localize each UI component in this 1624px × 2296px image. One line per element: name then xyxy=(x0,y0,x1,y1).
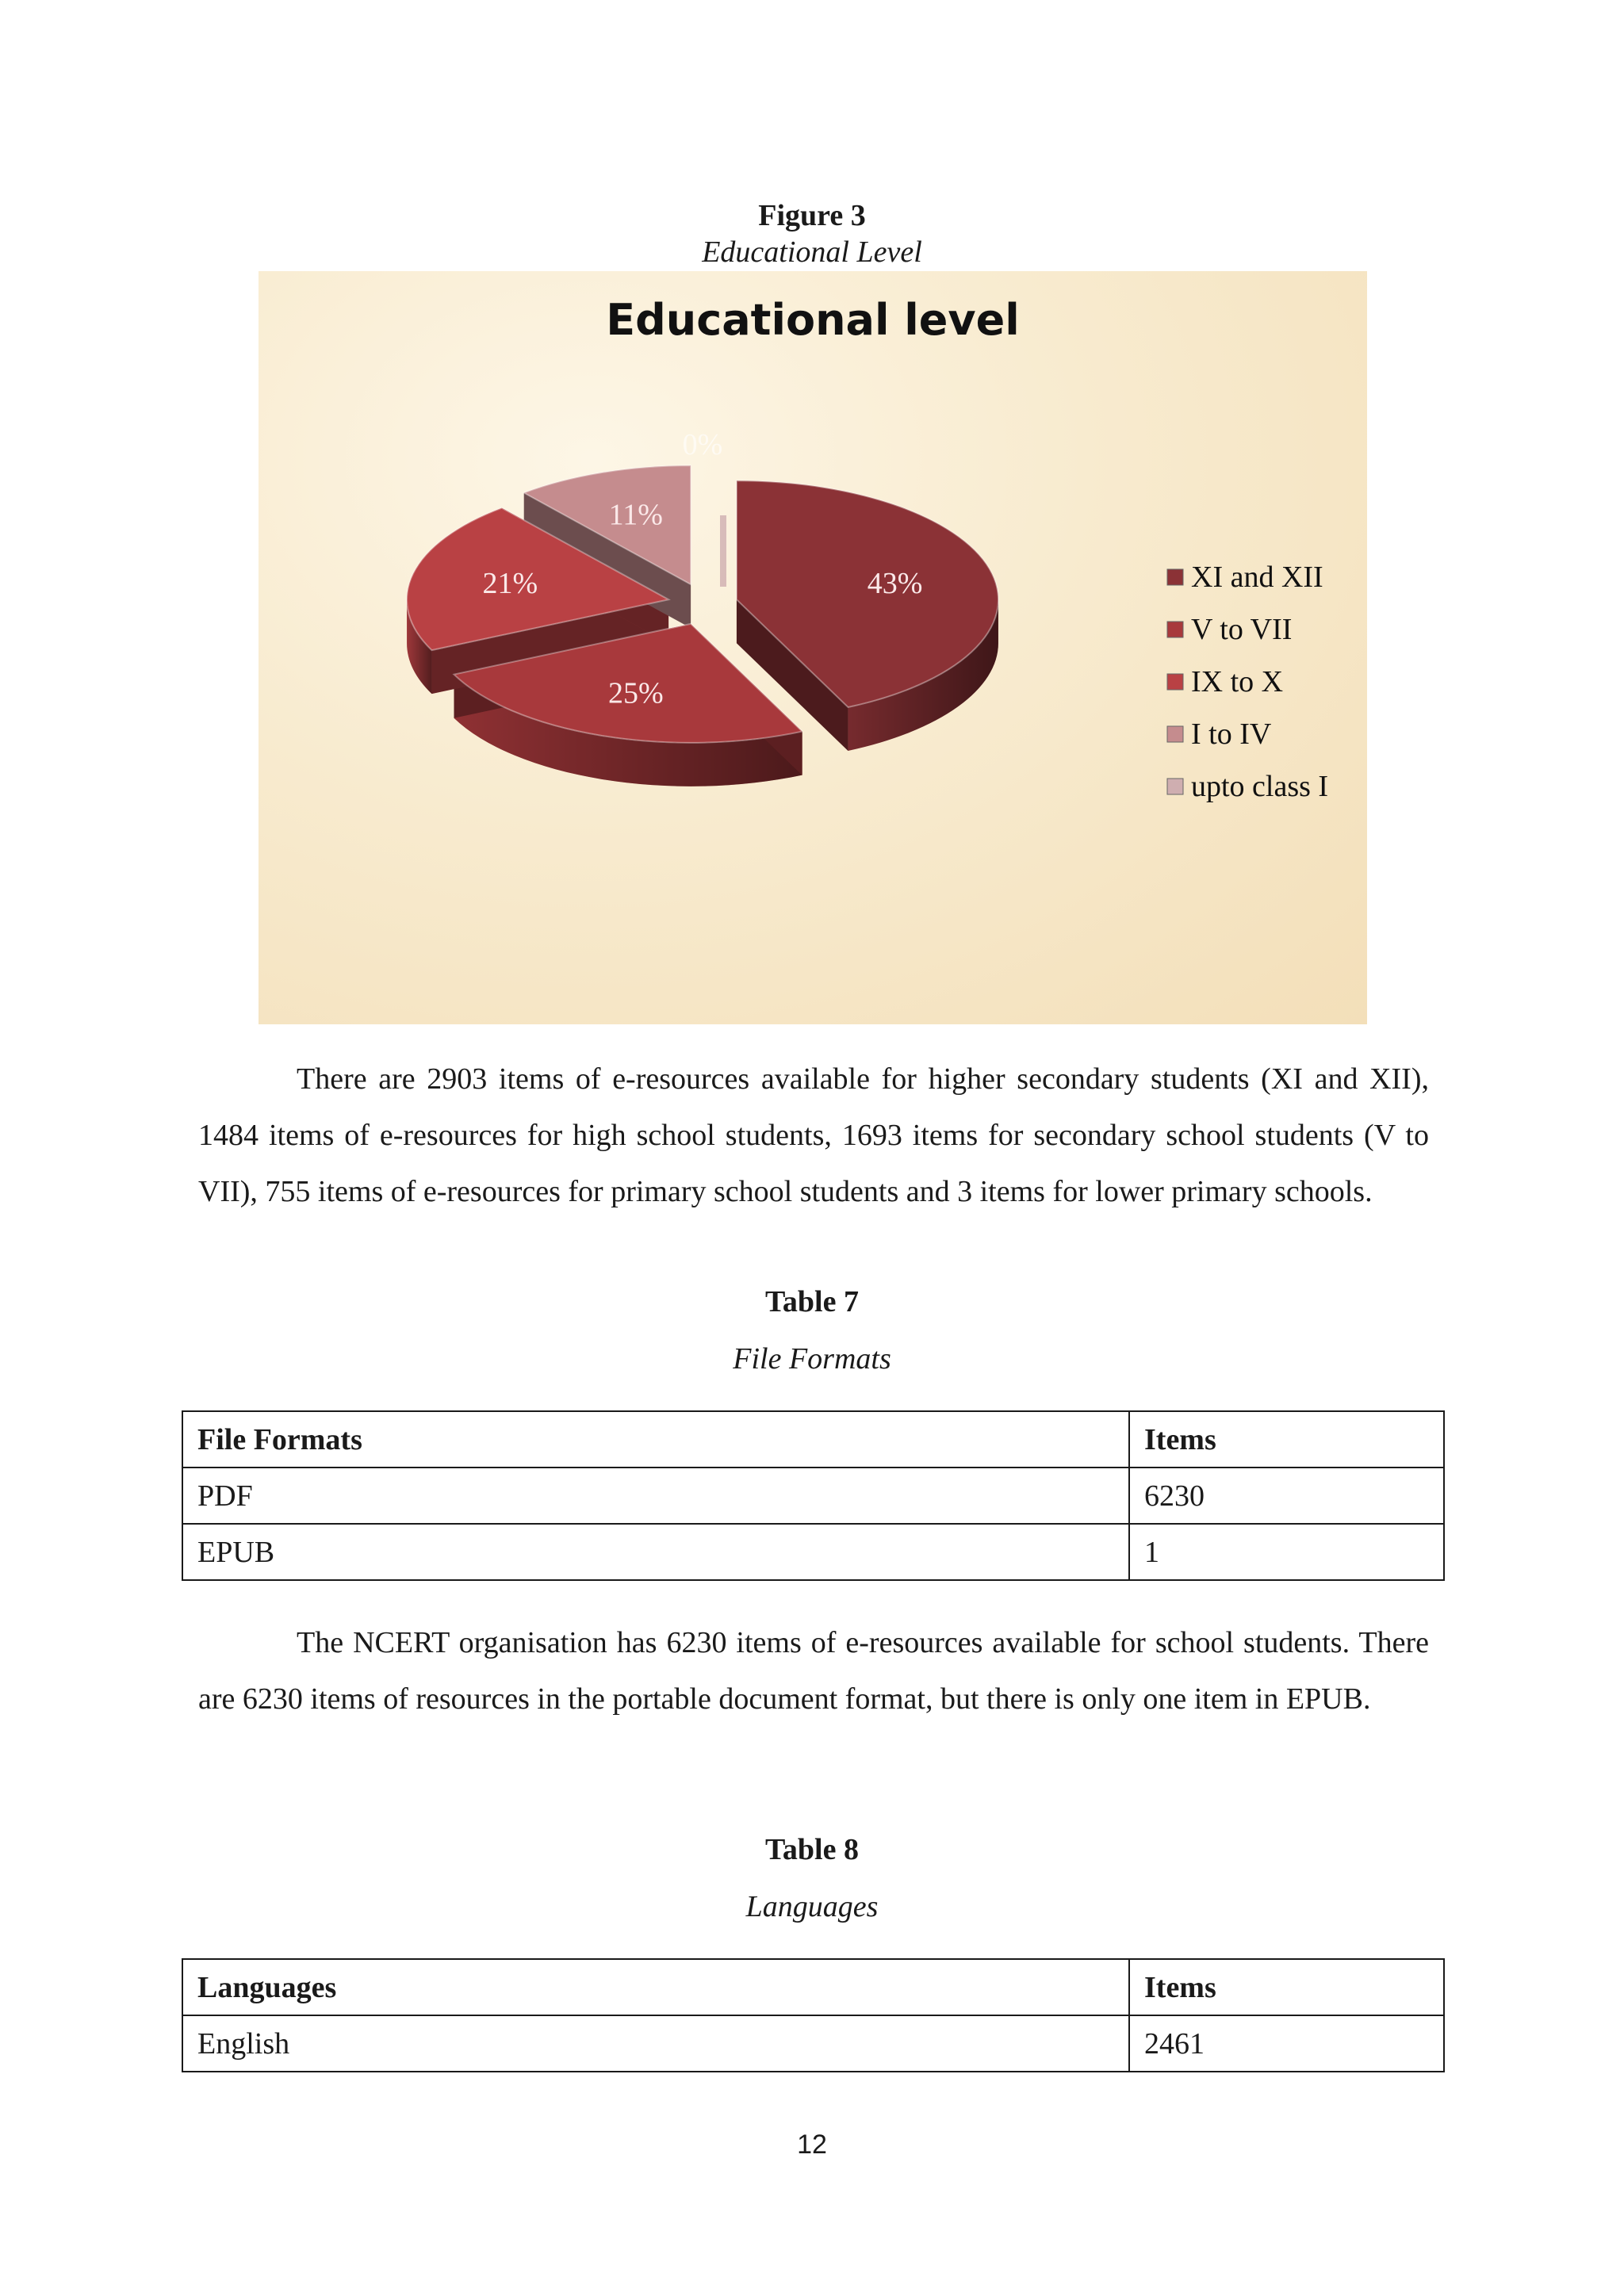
legend-label: XI and XII xyxy=(1191,561,1323,594)
legend-label: I to IV xyxy=(1191,718,1272,751)
pie-data-label: 25% xyxy=(607,676,664,710)
chart-legend xyxy=(1167,561,1328,803)
table-header-row xyxy=(182,1959,1444,2015)
table8-caption: Languages xyxy=(745,1890,879,1923)
legend-swatch xyxy=(1167,622,1183,637)
legend-swatch xyxy=(1167,726,1183,742)
table8-number: Table 8 xyxy=(765,1833,859,1866)
figure-caption: Educational Level xyxy=(702,235,922,269)
table-cell: EPUB xyxy=(182,1524,1129,1580)
table7-caption: File Formats xyxy=(733,1342,891,1376)
figure-number: Figure 3 xyxy=(758,199,866,232)
legend-label: V to VII xyxy=(1191,613,1293,646)
chart-title: Educational level xyxy=(606,295,1020,345)
table-header-cell: Languages xyxy=(182,1959,1129,2015)
pie-chart xyxy=(259,271,1367,1024)
legend-swatch xyxy=(1167,674,1183,690)
pie-data-label: 43% xyxy=(867,566,923,600)
table-header-cell: Items xyxy=(1129,1411,1444,1468)
paragraph-educational-level: There are 2903 items of e-resources available for higher secondary students (XI and XII), 1484 items of e-resources for high school students, 1693 items for secondary school students (V to VII), 755 items of e-resources for primary school students and 3 items for lower primary schools. xyxy=(198,1062,1429,1208)
pie-slice-upto-class-i xyxy=(720,515,726,587)
legend-swatch xyxy=(1167,779,1183,794)
table-header-cell: File Formats xyxy=(182,1411,1129,1468)
table7-number: Table 7 xyxy=(765,1285,859,1318)
page-number: 12 xyxy=(797,2130,827,2160)
table-row xyxy=(182,1468,1444,1524)
paragraph-file-formats: The NCERT organisation has 6230 items of e-resources available for school students. There are 6230 items of resources in the portable document format, but there is only one item in EPUB. xyxy=(198,1626,1429,1716)
table-header-cell: Items xyxy=(1129,1959,1444,2015)
table-row xyxy=(182,2015,1444,2072)
table-cell: 2461 xyxy=(1129,2015,1444,2072)
pie-data-label: 0% xyxy=(682,428,723,462)
table-file-formats xyxy=(182,1410,1445,1581)
legend-label: IX to X xyxy=(1191,665,1284,698)
table-cell: 1 xyxy=(1129,1524,1444,1580)
table-cell: English xyxy=(182,2015,1129,2072)
legend-label: upto class I xyxy=(1191,770,1329,803)
pie-data-label: 21% xyxy=(482,566,538,600)
table-row xyxy=(182,1524,1444,1580)
table-cell: 6230 xyxy=(1129,1468,1444,1524)
pie-data-label: 11% xyxy=(608,498,663,532)
legend-swatch xyxy=(1167,569,1183,585)
table-cell: PDF xyxy=(182,1468,1129,1524)
table-languages xyxy=(182,1958,1445,2072)
table-header-row xyxy=(182,1411,1444,1468)
pie-chart-svg xyxy=(259,271,1367,1024)
